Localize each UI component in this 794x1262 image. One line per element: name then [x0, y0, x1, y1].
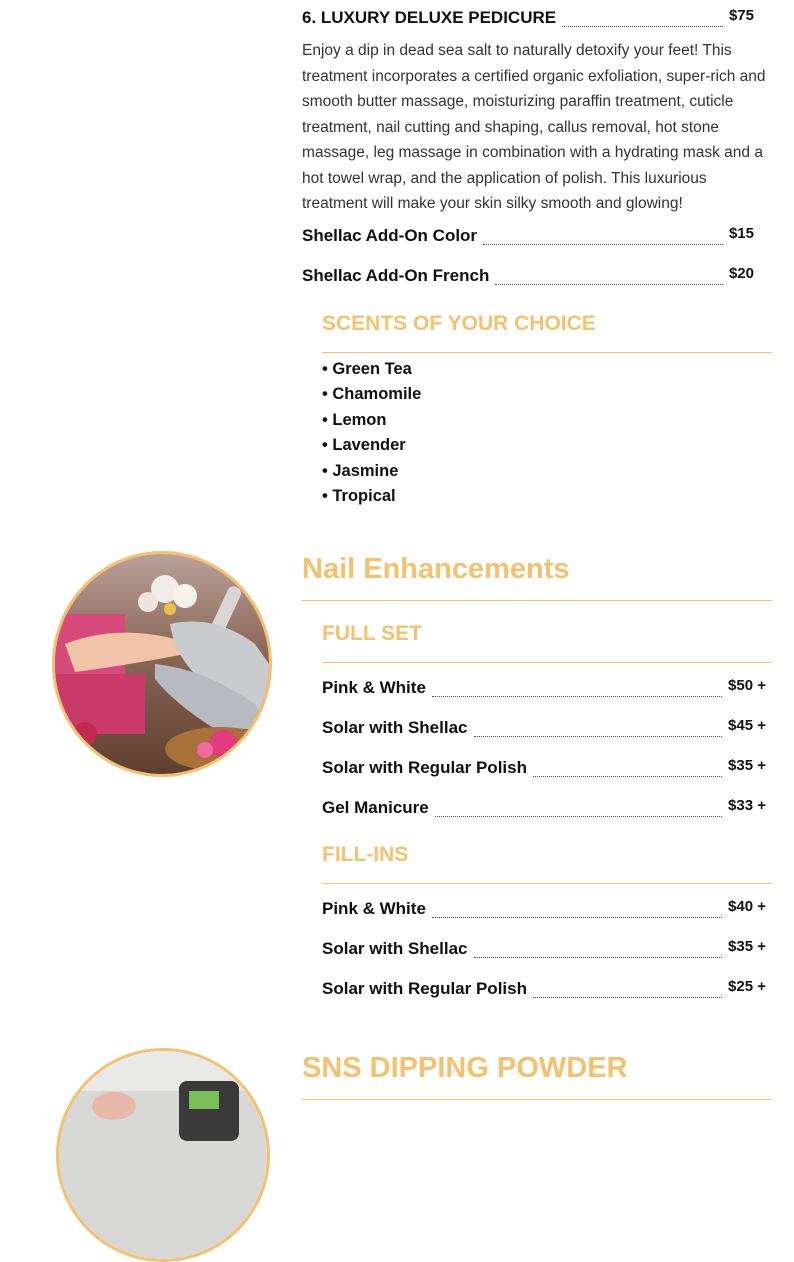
full-set-divider — [322, 662, 772, 663]
scents-heading: SCENTS OF YOUR CHOICE — [322, 312, 596, 335]
service-name: Solar with Regular Polish — [322, 758, 527, 777]
dot-leader — [474, 945, 723, 958]
service-row — [322, 678, 766, 698]
pedicure-price: $75 — [728, 7, 754, 24]
dot-leader — [435, 804, 722, 817]
service-price: $45 + — [728, 717, 766, 734]
dot-leader — [562, 14, 723, 27]
sns-heading: SNS DIPPING POWDER — [302, 1052, 628, 1084]
dot-leader — [474, 724, 723, 737]
dot-leader — [533, 764, 722, 777]
dot-leader — [533, 985, 722, 998]
addon-price: $20 — [728, 265, 754, 282]
fill-ins-divider — [322, 883, 772, 884]
service-price: $33 + — [728, 797, 766, 814]
service-name: Solar with Shellac — [322, 718, 468, 737]
service-name: Gel Manicure — [322, 798, 429, 817]
dot-leader — [495, 272, 723, 285]
service-name: Pink & White — [322, 678, 426, 697]
service-row — [322, 939, 766, 959]
fill-ins-heading: FILL-INS — [322, 843, 409, 866]
addon-row — [302, 266, 754, 286]
dot-leader — [432, 905, 722, 918]
service-row — [322, 798, 766, 818]
full-set-heading: FULL SET — [322, 622, 422, 645]
dot-leader — [432, 684, 722, 697]
service-name: Pink & White — [322, 899, 426, 918]
scent-item: • Tropical — [322, 487, 396, 505]
service-price: $25 + — [728, 978, 766, 995]
scent-item: • Lavender — [322, 436, 406, 454]
service-name: Solar with Regular Polish — [322, 979, 527, 998]
service-row — [322, 718, 766, 738]
addon-price: $15 — [728, 225, 754, 242]
manicure-illustration — [55, 554, 269, 774]
service-row — [322, 758, 766, 778]
scents-divider — [322, 352, 772, 353]
dot-leader — [483, 232, 723, 245]
service-row — [322, 979, 766, 999]
pedicure-row — [302, 8, 754, 28]
manicure-photo — [52, 551, 272, 777]
service-row — [322, 899, 766, 919]
scent-item: • Jasmine — [322, 462, 399, 480]
service-price: $40 + — [728, 898, 766, 915]
scent-item: • Chamomile — [322, 385, 422, 403]
sns-photo — [56, 1048, 270, 1262]
enhancements-divider — [302, 600, 772, 601]
service-price: $35 + — [728, 938, 766, 955]
addon-name: Shellac Add-On French — [302, 266, 490, 285]
addon-row — [302, 226, 754, 246]
sns-illustration — [59, 1051, 267, 1259]
service-name: Solar with Shellac — [322, 939, 468, 958]
sns-divider — [302, 1099, 772, 1100]
enhancements-heading: Nail Enhancements — [302, 553, 570, 585]
pedicure-title: 6. LUXURY DELUXE PEDICURE — [302, 8, 557, 27]
scent-item: • Lemon — [322, 411, 387, 429]
service-price: $50 + — [728, 677, 766, 694]
service-price: $35 + — [728, 757, 766, 774]
scent-item: • Green Tea — [322, 360, 412, 378]
addon-name: Shellac Add-On Color — [302, 226, 478, 245]
pedicure-description: Enjoy a dip in dead sea salt to naturally detoxify your feet! This treatment incorporates a certified organic exfoliation, super-rich and smooth butter massage, moisturizing paraffin treatment, cuticle treatment, nail cutting and shaping, callus removal, hot stone massage, leg massage in combination with a hydrating mask and a hot towel wrap, and the application of polish. This luxurious treatment will make your skin silky smooth and glowing! — [302, 42, 766, 212]
